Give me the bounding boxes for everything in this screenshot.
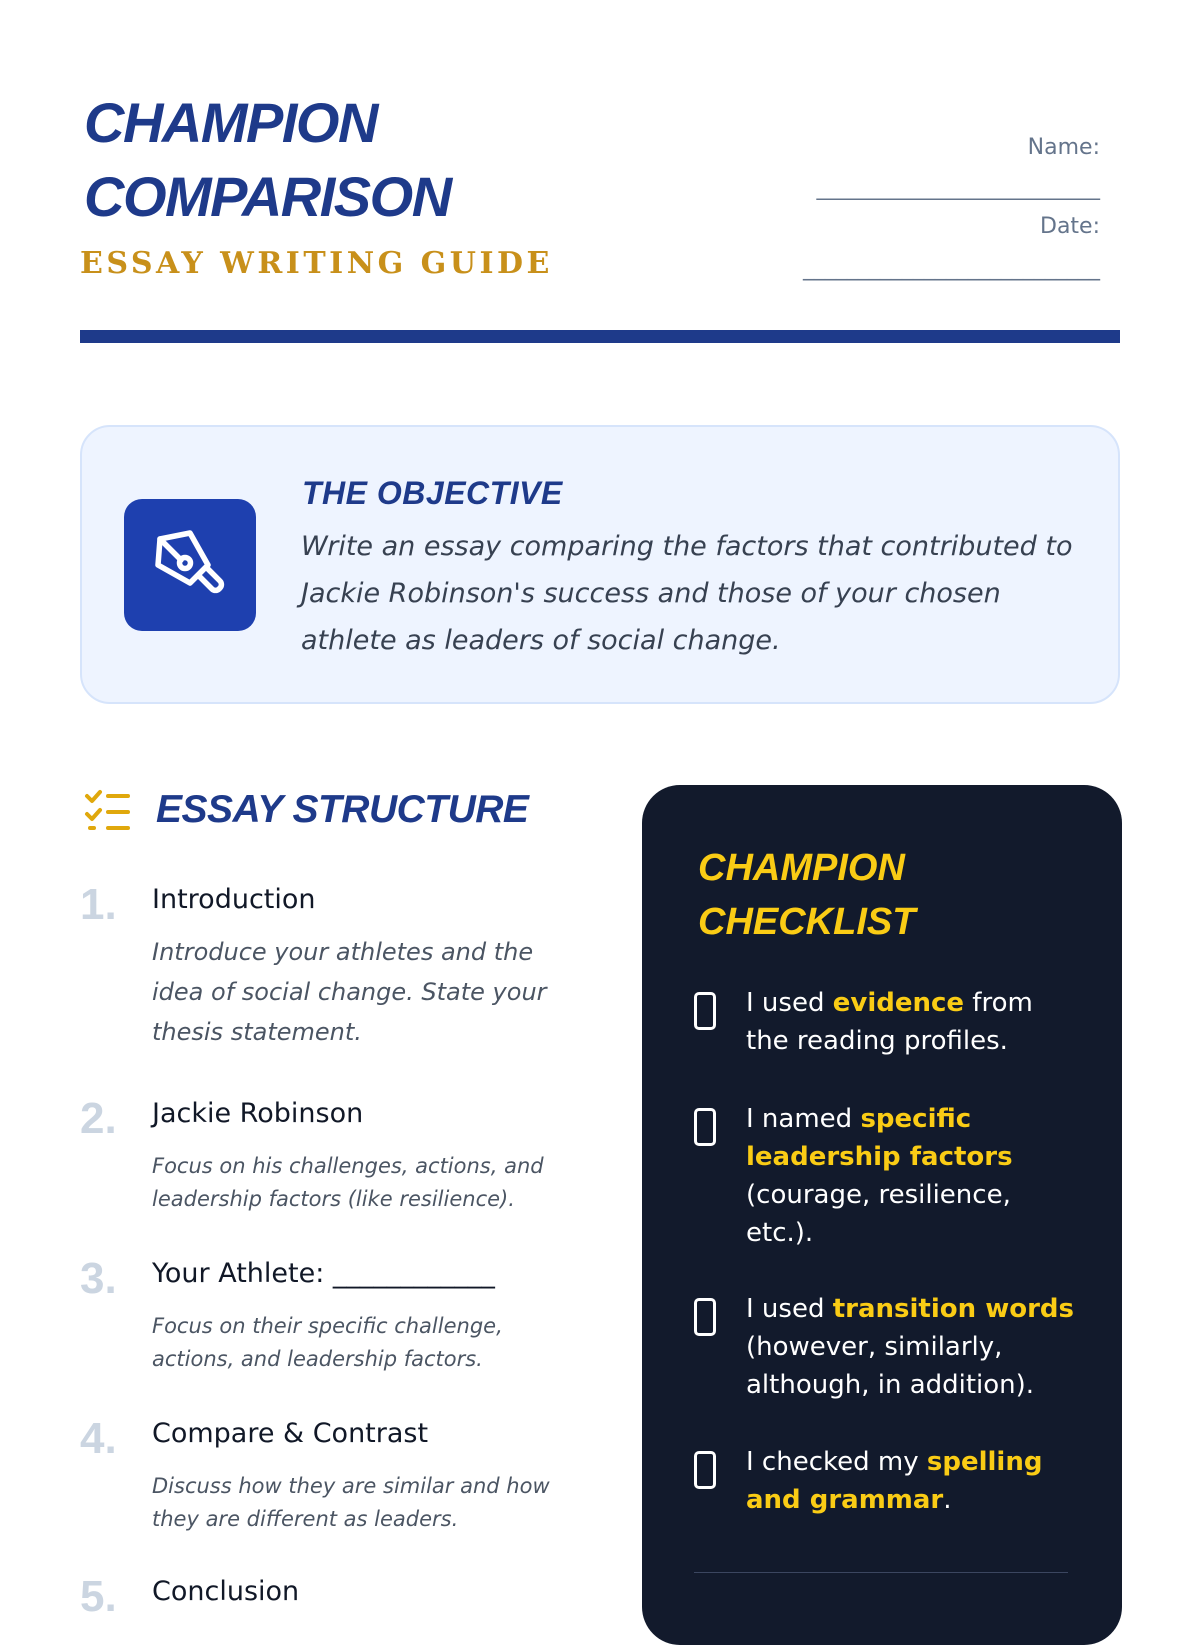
- checklist-divider: [694, 1572, 1068, 1573]
- checklist-item-text: I used transition words (however, similarly, although, in addition).: [746, 1294, 1074, 1400]
- objective-text: Write an essay comparing the factors that contributed to Jackie Robinson's success and those of your chosen athlete as leaders of social change.: [301, 531, 1073, 656]
- objective-title: THE OBJECTIVE: [302, 475, 563, 511]
- date-field[interactable]: ___________________________: [803, 256, 1100, 281]
- step-number: 3.: [80, 1254, 117, 1303]
- checklist-item-text: I checked my spelling and grammar.: [746, 1447, 1043, 1515]
- step-description: Discuss how they are similar and how they are different as leaders.: [152, 1474, 550, 1531]
- step-heading: Your Athlete: ____________: [152, 1258, 495, 1289]
- checklist-icon: [84, 790, 132, 837]
- step-description: Focus on his challenges, actions, and leadership factors (like resilience).: [152, 1154, 544, 1211]
- name-field[interactable]: ___________________________: [816, 176, 1100, 200]
- checklist-title-line-1: CHAMPION: [698, 847, 905, 889]
- champion-checklist-panel: [642, 785, 1122, 1645]
- structure-step: [80, 1414, 580, 1538]
- page-subtitle: ESSAY WRITING GUIDE: [80, 246, 553, 281]
- step-number: 2.: [80, 1094, 117, 1143]
- checkbox[interactable]: [694, 1108, 716, 1146]
- checklist-item-text: I named specific leadership factors (courage, resilience, etc.).: [746, 1104, 1013, 1248]
- header-divider: [80, 330, 1120, 343]
- objective-card: [80, 425, 1120, 704]
- step-heading: Compare & Contrast: [152, 1418, 429, 1449]
- name-label: Name:: [1027, 135, 1100, 160]
- step-description: Focus on their specific challenge, actions, and leadership factors.: [152, 1314, 503, 1371]
- pen-nib-icon: [124, 499, 256, 631]
- date-label: Date:: [1040, 214, 1100, 239]
- page-title: [84, 86, 644, 234]
- structure-step: [80, 1254, 580, 1378]
- step-heading: Jackie Robinson: [152, 1098, 364, 1129]
- essay-structure-title: ESSAY STRUCTURE: [156, 788, 529, 831]
- step-description: Introduce your athletes and the idea of social change. State your thesis statement.: [152, 938, 547, 1046]
- step-number: 5.: [80, 1572, 117, 1621]
- title-line-2: COMPARISON: [84, 165, 451, 228]
- checkbox[interactable]: [694, 1451, 716, 1489]
- step-heading: Conclusion: [152, 1576, 300, 1607]
- structure-step: [80, 880, 580, 1054]
- structure-step: [80, 1094, 580, 1218]
- title-line-1: CHAMPION: [84, 91, 377, 154]
- checkbox[interactable]: [694, 1298, 716, 1336]
- checklist-item-text: I used evidence from the reading profiles.: [746, 988, 1033, 1056]
- step-number: 4.: [80, 1414, 117, 1463]
- step-number: 1.: [80, 880, 117, 929]
- checkbox[interactable]: [694, 992, 716, 1030]
- step-heading: Introduction: [152, 884, 316, 915]
- checklist-title-line-2: CHECKLIST: [698, 901, 916, 943]
- structure-step: [80, 1572, 580, 1621]
- checklist-title: [698, 841, 1098, 949]
